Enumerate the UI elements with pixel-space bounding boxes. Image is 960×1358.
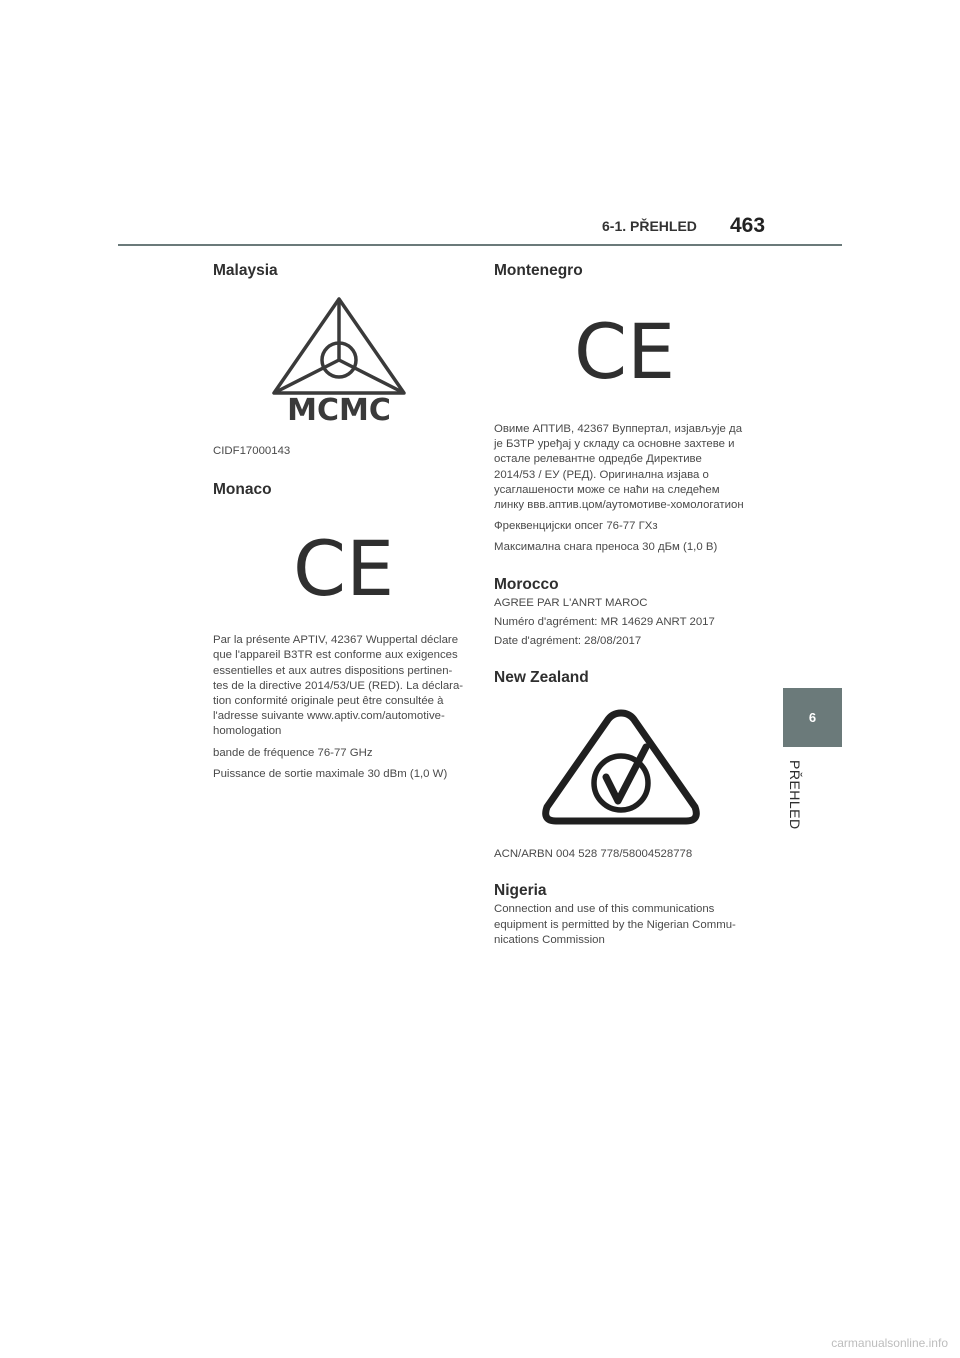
- nigeria-text: [494, 902, 754, 948]
- chapter-tab-label: PŘEHLED: [787, 760, 803, 830]
- new-zealand-heading: New Zealand: [494, 669, 589, 687]
- watermark: carmanualsonline.info: [831, 1336, 948, 1350]
- paragraph-line: equipment is permitted by the Nigerian Commu-: [494, 918, 736, 931]
- paragraph-line: остале релевантне одредбе Директиве: [494, 453, 702, 466]
- section-title: 6-1. PŘEHLED: [602, 218, 697, 234]
- paragraph-line: је БЗТР уређај у складу са основне захтеве и: [494, 438, 735, 451]
- monaco-declaration: [213, 633, 473, 739]
- ce-mark-text: CE: [574, 307, 676, 396]
- malaysia-heading: Malaysia: [213, 262, 278, 279]
- montenegro-declaration: [494, 422, 754, 513]
- morocco-line-3: Date d'agrément: 28/08/2017: [494, 635, 642, 648]
- paragraph-line: усаглашености може се наћи на следећем: [494, 483, 720, 496]
- left-column: [213, 262, 473, 782]
- mcmc-logo-text: MCMC: [287, 393, 391, 428]
- monaco-frequency: bande de fréquence 76-77 GHz: [213, 746, 373, 759]
- paragraph-line: que l'appareil B3TR est conforme aux exigences: [213, 649, 458, 662]
- paragraph-line: l'adresse suivante www.aptiv.com/automotive-: [213, 710, 445, 723]
- ce-mark-text: CE: [293, 524, 395, 614]
- montenegro-frequency: Фреквенцијски опсег 76-77 ГХз: [494, 520, 658, 533]
- paragraph-line: homologation: [213, 725, 282, 738]
- paragraph-line: tion conformité originale peut être consultée à: [213, 695, 444, 708]
- paragraph-line: Connection and use of this communications: [494, 903, 715, 916]
- page-number: 463: [730, 214, 766, 237]
- paragraph-line: линку ввв.аптив.цом/аутомотиве-хомологатион: [494, 499, 744, 512]
- monaco-power: Puissance de sortie maximale 30 dBm (1,0 W): [213, 767, 448, 780]
- paragraph-line: tes de la directive 2014/53/UE (RED). La déclara-: [213, 679, 464, 692]
- rcm-compliance-icon: [538, 705, 754, 829]
- ce-mark-icon: [293, 524, 473, 614]
- montenegro-power: Максимална снага преноса 30 дБм (1,0 В): [494, 541, 718, 554]
- morocco-heading: Morocco: [494, 575, 559, 593]
- nigeria-heading: Nigeria: [494, 882, 547, 900]
- malaysia-id: CIDF17000143: [213, 445, 291, 457]
- paragraph-line: nications Commission: [494, 933, 605, 946]
- paragraph-line: Par la présente APTIV, 42367 Wuppertal déclare: [213, 634, 459, 647]
- mcmc-logo: [266, 296, 473, 428]
- monaco-heading: Monaco: [213, 481, 272, 499]
- morocco-line-1: AGREE PAR L'ANRT MAROC: [494, 596, 648, 609]
- morocco-line-2: Numéro d'agrément: MR 14629 ANRT 2017: [494, 615, 715, 628]
- paragraph-line: 2014/53 / ЕУ (РЕД). Оригинална изјава о: [494, 468, 709, 481]
- chapter-tab[interactable]: 6: [783, 688, 842, 747]
- header-rule: [118, 244, 842, 246]
- right-column: [494, 262, 754, 948]
- new-zealand-id: ACN/ARBN 004 528 778/58004528778: [494, 848, 693, 861]
- paragraph-line: essentielles et aux autres dispositions pertinen-: [213, 664, 453, 677]
- paragraph-line: Овиме АПТИВ, 42367 Вуппертал, изјављује да: [494, 423, 743, 435]
- ce-mark-icon: [574, 307, 754, 396]
- montenegro-heading: Montenegro: [494, 262, 583, 279]
